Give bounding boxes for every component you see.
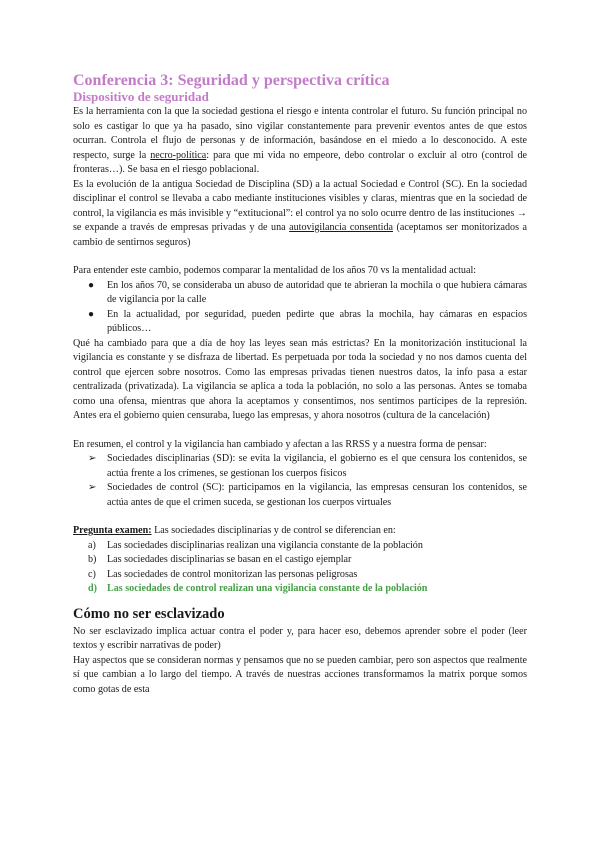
paragraph-norms: Hay aspectos que se consideran normas y pensamos que no se pueden cambiar, pero son aspectos que realmente sí que cambian a lo largo del tiempo. A través de nuestras acciones transformamos la matrix porque somos como gotas de esta <box>73 654 527 695</box>
exam-label: Pregunta examen: <box>73 525 152 536</box>
exam-option-a: a) Las sociedades disciplinarias realizan una vigilancia constante de la población <box>88 539 423 551</box>
p1-text-a: Es la herramienta con la que la sociedad gestiona el riesgo e intenta controlar el futuro. Su función principal no solo es castigar lo que ya ha pasado, sino vigilar constantemente para prevenir eventos antes de que estos ocurran. Controla el flujo de personas y de información, basándose en el miedo a lo desconocido. A este respecto, surge la <box>73 106 527 161</box>
page-title: Conferencia 3: Seguridad y perspectiva crítica <box>73 72 390 89</box>
exam-option-b: b) Las sociedades disciplinarias se basan en el castigo ejemplar <box>88 554 352 565</box>
bullet-list <box>73 279 527 337</box>
paragraph-definition <box>73 105 527 178</box>
exam-question-text: Las sociedades disciplinarias y de control se diferencian en: <box>151 525 396 536</box>
bullet-icon: ● <box>88 308 95 320</box>
section-subtitle: Dispositivo de seguridad <box>73 89 209 104</box>
p2-text-a: Es la evolución de la antigua Sociedad de Disciplina (SD) a la actual Sociedad e Control (SC). En la sociedad disciplinar el control se llevaba a cabo mediante instituciones visibles y claras, mientras que en la sociedad de control, la vigilancia es más invisible y “extitucional”: el control ya no solo ocurre dentro de las instituciones → se expande a través de empresas privadas y de una <box>73 178 527 233</box>
paragraph-question: Qué ha cambiado para que a día de hoy las leyes sean más estrictas? En la monitorización institucional la vigilancia es constante y se disfraza de libertad. Es perpetuada por toda la sociedad y no nos damos cuenta del control que ejercen sobre nosotros. Como las empresas privadas tienen nuestros datos, la info pasa a estar centralizada (privatizada). La vigilancia se aplica a toda la población, no solo a las personas. Antes se tomaba como una ofensa, mientras que ahora la aceptamos y consentimos, nos sentimos partícipes de la represión. Antes era el gobierno quien censuraba, luego las empresas, y ahora nosotros (cultura de la cancelación) <box>73 337 527 421</box>
p1-text-b: : para que mi vida no empeore, debo controlar o excluir al otro (control de fronteras…). Se basa en el riesgo poblacional. <box>73 149 528 175</box>
section-heading: Cómo no ser esclavizado <box>73 605 225 622</box>
document-page <box>73 72 527 697</box>
paragraph-evolution <box>73 178 527 251</box>
autovigilancia-term: autovigilancia consentida <box>289 222 393 233</box>
necropolitica-term: necro-política <box>150 149 207 161</box>
arrow-icon: ➢ <box>88 453 97 464</box>
exam-option-c: c) Las sociedades de control monitorizan las personas peligrosas <box>88 568 358 580</box>
arrow-list <box>73 452 527 510</box>
paragraph-summary: En resumen, el control y la vigilancia han cambiado y afectan a las RRSS y a nuestra forma de pensar: <box>73 438 487 450</box>
list-item: ● En los años 70, se consideraba un abuso de autoridad que te abrieran la mochila o que hubiera cámaras de vigilancia por la calle <box>88 279 527 305</box>
paragraph-power: No ser esclavizado implica actuar contra el poder y, para hacer eso, debemos aprender sobre el poder (leer textos y escribir narrativas de poder) <box>73 625 527 651</box>
exam-options <box>73 539 527 597</box>
list-item: ➢ Sociedades de control (SC): participamos en la vigilancia, las empresas censuran los contenidos, se actúa antes de que el crimen suceda, se gestionan los cuerpos virtuales <box>88 482 527 508</box>
list-item: ● En la actualidad, por seguridad, pueden pedirte que abras la mochila, hay cámaras en espacios públicos… <box>88 308 527 334</box>
exam-question <box>73 524 527 539</box>
paragraph-comparison: Para entender este cambio, podemos comparar la mentalidad de los años 70 vs la mentalidad actual: <box>73 265 477 276</box>
bullet-icon: ● <box>88 279 95 291</box>
p2-text-b: (aceptamos ser monitorizados a cambio de sentirnos seguros) <box>73 222 527 248</box>
list-item: ➢ Sociedades disciplinarias (SD): se evita la vigilancia, el gobierno es el que censura los contenidos, se actúa frente a los crímenes, se gestionan los cuerpos físicos <box>88 453 527 479</box>
exam-option-d-correct: d) Las sociedades de control realizan una vigilancia constante de la población <box>88 583 428 594</box>
arrow-icon: ➢ <box>88 482 97 493</box>
